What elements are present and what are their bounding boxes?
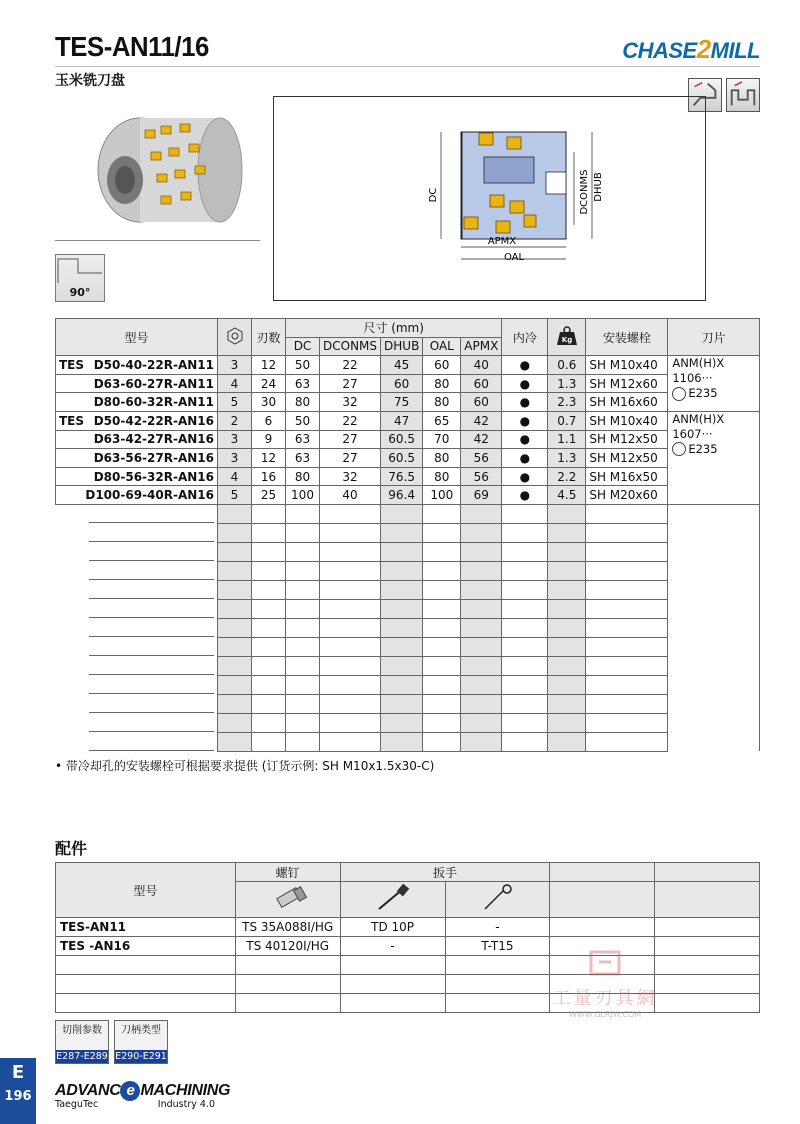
- spec-row: [56, 449, 760, 468]
- spec-teeth: 12: [252, 356, 286, 375]
- page-title: TES-AN11/16: [55, 31, 209, 62]
- lead-angle-icon: [56, 255, 104, 285]
- spec-teeth: 30: [252, 393, 286, 412]
- spec-coolant: ●: [502, 467, 548, 486]
- spec-coolant: ●: [502, 411, 548, 430]
- spec-prefix: TES: [59, 357, 85, 372]
- spec-apmx: 60: [461, 393, 502, 412]
- spec-coolant: ●: [502, 486, 548, 505]
- dim-dc-label: DC: [428, 187, 439, 203]
- image-rule: [55, 240, 260, 241]
- technical-drawing: [274, 97, 707, 302]
- acc-screw: TS 40120I/HG: [235, 937, 340, 956]
- brand-left: CHASE: [622, 38, 697, 63]
- watermark-logo: [585, 950, 625, 976]
- spec-row: [56, 411, 760, 430]
- acc-screwdriver-img: [340, 882, 445, 918]
- header-apmx: APMX: [461, 337, 502, 356]
- spec-row-empty: [56, 523, 760, 542]
- header-rule: [55, 66, 760, 67]
- spec-row-empty: [56, 694, 760, 713]
- spec-dhub: 60: [381, 374, 423, 393]
- acc-empty-img-1: [550, 882, 655, 918]
- spec-coolant: ●: [502, 430, 548, 449]
- spec-row-empty: [56, 656, 760, 675]
- header-insert: 刀片: [668, 319, 760, 356]
- spec-row-empty: [56, 561, 760, 580]
- spec-teeth: 25: [252, 486, 286, 505]
- header-dhub: DHUB: [381, 337, 423, 356]
- spec-row-empty: [56, 599, 760, 618]
- screw-icon: [268, 883, 308, 913]
- spec-model-code: D63-60-27R-AN11: [93, 376, 214, 391]
- dim-dhub-label: DHUB: [593, 172, 604, 202]
- page-subtitle: 玉米铣刀盘: [55, 73, 125, 89]
- spec-screw: SH M12x50: [586, 449, 668, 468]
- acc-empty: [550, 918, 655, 937]
- spec-row: [56, 374, 760, 393]
- spec-coolant: ●: [502, 449, 548, 468]
- spec-model: [56, 486, 218, 505]
- spec-dc: 63: [286, 374, 320, 393]
- spec-model: [56, 430, 218, 449]
- insert-ref: E235: [688, 441, 718, 456]
- spec-screw: SH M12x50: [586, 430, 668, 449]
- acc-wrench1: -: [340, 937, 445, 956]
- insert-line1: ANM(H)X: [672, 411, 725, 426]
- accessories-title: 配件: [55, 839, 88, 858]
- spec-teeth: 24: [252, 374, 286, 393]
- watermark: [540, 950, 670, 1019]
- header-coolant: 内冷: [502, 319, 548, 356]
- spec-screw: SH M10x40: [586, 356, 668, 375]
- spec-teeth: 12: [252, 449, 286, 468]
- brand-logo: [622, 34, 760, 65]
- magnifier-icon: [672, 442, 686, 456]
- spec-oal: 100: [423, 486, 461, 505]
- spec-model-code: D80-56-32R-AN16: [93, 469, 214, 484]
- acc-header-wrench: 扳手: [340, 863, 550, 882]
- spec-kg: 0.7: [548, 411, 586, 430]
- header-oal: OAL: [423, 337, 461, 356]
- spec-model: [56, 411, 218, 430]
- footer-right: MACHINING: [140, 1082, 231, 1099]
- spec-dc: 80: [286, 393, 320, 412]
- svg-text:Kg: Kg: [561, 335, 573, 344]
- spec-dc: 63: [286, 430, 320, 449]
- header-screw: 安装螺栓: [586, 319, 668, 356]
- spec-dhub: 75: [381, 393, 423, 412]
- insert-ref: E235: [688, 386, 718, 401]
- spec-z: 2: [218, 411, 252, 430]
- spec-z: 3: [218, 430, 252, 449]
- spec-dconms: 27: [320, 374, 381, 393]
- spec-dc: 80: [286, 467, 320, 486]
- spec-kg: 4.5: [548, 486, 586, 505]
- header-teeth: 刃数: [252, 319, 286, 356]
- spec-model-code: D80-60-32R-AN11: [93, 395, 214, 410]
- spec-row-empty: [56, 637, 760, 656]
- acc-header-empty-2: [655, 863, 760, 882]
- spec-z: 4: [218, 467, 252, 486]
- watermark-url: WWW.GLRJW.COM: [568, 1010, 642, 1019]
- shank-type-ref: E290-E291: [115, 1051, 167, 1062]
- slot-milling-icon: [726, 78, 760, 112]
- spec-model-code: D100-69-40R-AN16: [85, 488, 214, 503]
- dim-dconms-label: DCONMS: [579, 169, 590, 215]
- spec-dhub: 96.4: [381, 486, 423, 505]
- dim-apmx-label: APMX: [487, 236, 517, 247]
- spec-model-code: D63-56-27R-AN16: [93, 450, 214, 465]
- spec-kg: 2.2: [548, 467, 586, 486]
- spec-kg: 1.3: [548, 374, 586, 393]
- footer-tagline: Industry 4.0: [157, 1099, 215, 1110]
- spec-dhub: 47: [381, 411, 423, 430]
- header-dimensions: 尺寸 (mm): [286, 319, 502, 338]
- acc-header-screw: 螺钉: [235, 863, 340, 882]
- spec-row: [56, 486, 760, 505]
- spec-oal: 80: [423, 467, 461, 486]
- insert-line2: 1106···: [672, 371, 713, 386]
- spec-screw: SH M16x60: [586, 393, 668, 412]
- insert-line2: 1607···: [672, 426, 713, 441]
- spec-teeth: 16: [252, 467, 286, 486]
- spec-z: 5: [218, 486, 252, 505]
- spec-kg: 1.1: [548, 430, 586, 449]
- spec-dc: 50: [286, 411, 320, 430]
- spec-kg: 2.3: [548, 393, 586, 412]
- watermark-text: 工量刃具網: [552, 988, 658, 1009]
- spec-screw: SH M20x60: [586, 486, 668, 505]
- spec-row: [56, 356, 760, 375]
- spec-insert: [668, 356, 760, 412]
- spec-prefix: TES: [59, 413, 85, 428]
- acc-wrench2: -: [445, 918, 550, 937]
- header-weight: [548, 319, 586, 356]
- spec-kg: 0.6: [548, 356, 586, 375]
- spec-apmx: 69: [461, 486, 502, 505]
- spec-dhub: 60.5: [381, 430, 423, 449]
- spec-apmx: 40: [461, 356, 502, 375]
- spec-oal: 80: [423, 449, 461, 468]
- spec-coolant: ●: [502, 356, 548, 375]
- technical-drawing-frame: [273, 96, 706, 301]
- header-z: [218, 319, 252, 356]
- spec-model: [56, 449, 218, 468]
- spec-row: [56, 467, 760, 486]
- acc-empty: [655, 937, 760, 956]
- spec-insert: [668, 411, 760, 504]
- spec-row-empty: [56, 675, 760, 694]
- insert-line1: ANM(H)X: [672, 356, 725, 371]
- spec-dhub: 76.5: [381, 467, 423, 486]
- spec-apmx: 56: [461, 449, 502, 468]
- acc-screw: TS 35A088I/HG: [235, 918, 340, 937]
- lead-angle-box: [55, 254, 105, 302]
- acc-empty: [655, 918, 760, 937]
- spec-z: 4: [218, 374, 252, 393]
- insert-ref-link[interactable]: [672, 442, 756, 457]
- brand-two: 2: [696, 34, 711, 64]
- spec-dconms: 27: [320, 430, 381, 449]
- spec-coolant: ●: [502, 374, 548, 393]
- brand-right: MILL: [710, 38, 760, 63]
- spec-oal: 70: [423, 430, 461, 449]
- cutting-data-ref: E287-E289: [56, 1051, 108, 1062]
- spec-screw: SH M10x40: [586, 411, 668, 430]
- spec-z: 5: [218, 393, 252, 412]
- spec-apmx: 42: [461, 430, 502, 449]
- spec-apmx: 42: [461, 411, 502, 430]
- acc-header-model: 型号: [56, 863, 236, 918]
- spec-oal: 80: [423, 374, 461, 393]
- t-wrench-icon: [477, 883, 517, 913]
- acc-model: TES -AN16: [56, 937, 236, 956]
- lead-angle-label: 90°: [69, 286, 91, 299]
- section-tab: [0, 1058, 36, 1124]
- spec-oal: 80: [423, 393, 461, 412]
- acc-header-empty-1: [550, 863, 655, 882]
- spec-dconms: 22: [320, 411, 381, 430]
- spec-row: [56, 430, 760, 449]
- spec-dc: 100: [286, 486, 320, 505]
- footer-logo: [55, 1081, 230, 1110]
- spec-row-empty: [56, 618, 760, 637]
- spec-dconms: 27: [320, 449, 381, 468]
- header-dc: DC: [286, 337, 320, 356]
- spec-kg: 1.3: [548, 449, 586, 468]
- spec-dconms: 32: [320, 393, 381, 412]
- acc-screw-img: [235, 882, 340, 918]
- screwdriver-icon: [373, 883, 413, 913]
- spec-oal: 60: [423, 356, 461, 375]
- spec-dconms: 40: [320, 486, 381, 505]
- cutter-product-image: [85, 100, 255, 230]
- spec-row-empty: [56, 504, 760, 523]
- acc-empty-img-2: [655, 882, 760, 918]
- spec-row-empty: [56, 713, 760, 732]
- spec-dc: 50: [286, 356, 320, 375]
- spec-row-empty: [56, 542, 760, 561]
- footer-company: TaeguTec: [55, 1099, 99, 1110]
- spec-apmx: 60: [461, 374, 502, 393]
- cutting-data-label: 切削参数: [62, 1025, 102, 1036]
- insert-ref-link[interactable]: [672, 386, 756, 401]
- acc-row: [56, 918, 760, 937]
- header-dconms: DCONMS: [320, 337, 381, 356]
- acc-wrench2: T-T15: [445, 937, 550, 956]
- cutting-data-link[interactable]: [55, 1020, 109, 1064]
- spec-coolant: ●: [502, 393, 548, 412]
- spec-model: [56, 356, 218, 375]
- spec-z: 3: [218, 356, 252, 375]
- shank-type-label: 刀柄类型: [121, 1025, 161, 1036]
- page-number: 196: [4, 1089, 32, 1104]
- spec-row: [56, 393, 760, 412]
- acc-tkey-img: [445, 882, 550, 918]
- spec-model-code: D50-42-22R-AN16: [93, 413, 214, 428]
- dim-oal-label: OAL: [503, 252, 525, 263]
- spec-model: [56, 374, 218, 393]
- spec-oal: 65: [423, 411, 461, 430]
- spec-dhub: 45: [381, 356, 423, 375]
- spec-model: [56, 393, 218, 412]
- spec-dc: 63: [286, 449, 320, 468]
- spec-teeth: 6: [252, 411, 286, 430]
- spec-dconms: 32: [320, 467, 381, 486]
- acc-model: TES-AN11: [56, 918, 236, 937]
- spec-apmx: 56: [461, 467, 502, 486]
- footer-e-icon: e: [120, 1081, 140, 1101]
- spec-model-code: D50-40-22R-AN11: [93, 357, 214, 372]
- tool-spec-table: [55, 318, 760, 752]
- spec-dconms: 22: [320, 356, 381, 375]
- spec-model: [56, 467, 218, 486]
- acc-wrench1: TD 10P: [340, 918, 445, 937]
- spec-screw: SH M12x60: [586, 374, 668, 393]
- spec-screw: SH M16x50: [586, 467, 668, 486]
- section-letter: E: [11, 1062, 25, 1083]
- header-model: 型号: [56, 319, 218, 356]
- coolant-note: • 带冷却孔的安装螺栓可根据要求提供 (订货示例: SH M10x1.5x30-C): [55, 759, 435, 773]
- insert-count-icon: [225, 326, 245, 346]
- weight-icon: [555, 326, 579, 346]
- shank-type-link[interactable]: [114, 1020, 168, 1064]
- spec-row-empty: [56, 580, 760, 599]
- spec-dhub: 60.5: [381, 449, 423, 468]
- spec-model-code: D63-42-27R-AN16: [93, 432, 214, 447]
- footer-left: ADVANC: [55, 1082, 121, 1099]
- spec-z: 3: [218, 449, 252, 468]
- magnifier-icon: [672, 387, 686, 401]
- spec-teeth: 9: [252, 430, 286, 449]
- spec-row-empty: [56, 732, 760, 751]
